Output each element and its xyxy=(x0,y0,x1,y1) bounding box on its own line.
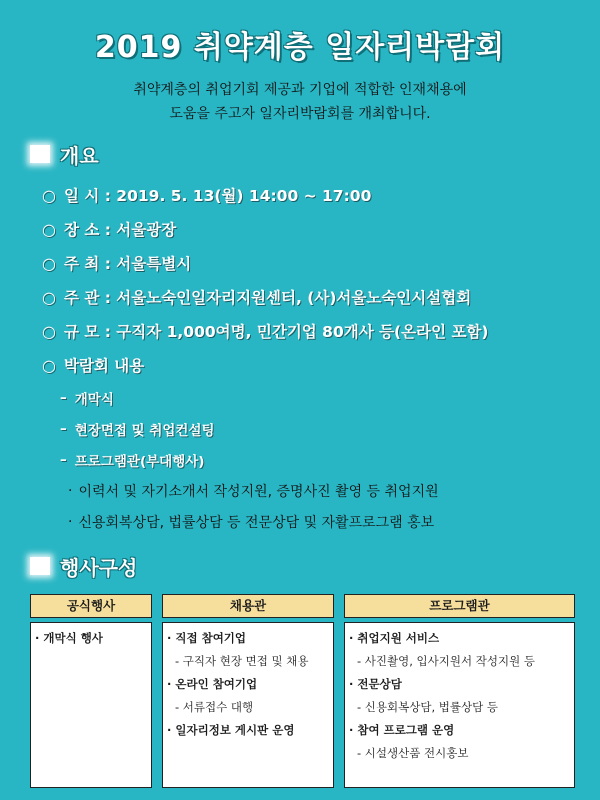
column-body xyxy=(162,622,334,788)
section-structure-heading xyxy=(30,554,137,578)
column-recruitment xyxy=(162,594,334,788)
overview-item-text: 장 소 : 서울광장 xyxy=(63,221,177,239)
circle-bullet-icon: ○ xyxy=(42,185,56,205)
circle-bullet-icon: ○ xyxy=(42,321,56,341)
column-line: · 취업지원 서비스 xyxy=(349,631,440,645)
column-line: · 온라인 참여기업 xyxy=(167,677,258,691)
overview-list xyxy=(42,178,582,537)
column-body xyxy=(344,622,575,788)
dot-bullet-icon: · xyxy=(68,513,73,530)
dash-bullet-icon: – xyxy=(60,420,67,437)
column-line: · 일자리정보 게시판 운영 xyxy=(167,723,295,737)
column-header: 공식행사 xyxy=(30,594,152,618)
content-item-interview xyxy=(42,413,582,444)
overview-item-text: 일 시 : 2019. 5. 13(월) 14:00 ~ 17:00 xyxy=(63,187,372,205)
column-line: - 구직자 현장 면접 및 채용 xyxy=(175,654,309,668)
column-official-event xyxy=(30,594,152,788)
overview-item-text: 주 최 : 서울특별시 xyxy=(63,255,192,273)
intro-line-2: 도움을 주고자 일자리박람회를 개최합니다. xyxy=(169,106,431,122)
section-overview-label: 개요 xyxy=(60,143,99,168)
section-overview-heading xyxy=(30,142,99,166)
column-program xyxy=(344,594,575,788)
circle-bullet-icon: ○ xyxy=(42,219,56,239)
column-line: · 전문상담 xyxy=(349,677,402,691)
content-item-program xyxy=(42,444,582,475)
overview-item-content xyxy=(42,348,582,382)
column-line: - 시설생산품 전시홍보 xyxy=(357,746,469,760)
circle-bullet-icon: ○ xyxy=(42,287,56,307)
column-header: 프로그램관 xyxy=(344,594,575,618)
column-line: - 서류접수 대행 xyxy=(175,700,254,714)
intro-text xyxy=(0,78,600,126)
column-line: - 사진촬영, 입사지원서 작성지원 등 xyxy=(357,654,535,668)
event-structure-table xyxy=(30,594,575,790)
overview-item-text: 주 관 : 서울노숙인일자리지원센터, (사)서울노숙인시설협회 xyxy=(63,289,472,307)
program-detail-text: 이력서 및 자기소개서 작성지원, 증명사진 촬영 등 취업지원 xyxy=(78,483,439,500)
square-bullet-icon xyxy=(30,145,50,163)
program-detail-2 xyxy=(42,506,582,537)
intro-line-1: 취약계층의 취업기회 제공과 기업에 적합한 인재채용에 xyxy=(133,82,467,98)
circle-bullet-icon: ○ xyxy=(42,253,56,273)
column-header: 채용관 xyxy=(162,594,334,618)
content-item-text: 프로그램관(부대행사) xyxy=(74,453,205,470)
column-line: · 개막식 행사 xyxy=(35,631,103,645)
dash-bullet-icon: – xyxy=(60,451,67,468)
column-line: · 참여 프로그램 운영 xyxy=(349,723,455,737)
square-bullet-icon xyxy=(30,557,50,575)
overview-item-host xyxy=(42,246,582,280)
column-line: - 신용회복상담, 법률상담 등 xyxy=(357,700,498,714)
column-line: · 직접 참여기업 xyxy=(167,631,247,645)
content-item-opening xyxy=(42,382,582,413)
overview-item-organizer xyxy=(42,280,582,314)
content-item-text: 개막식 xyxy=(74,391,114,408)
overview-item-datetime xyxy=(42,178,582,212)
overview-item-text: 규 모 : 구직자 1,000여명, 민간기업 80개사 등(온라인 포함) xyxy=(63,323,489,341)
overview-item-text: 박람회 내용 xyxy=(63,357,145,375)
section-structure-label: 행사구성 xyxy=(60,555,138,580)
program-detail-1 xyxy=(42,475,582,506)
dot-bullet-icon: · xyxy=(68,482,73,499)
dash-bullet-icon: – xyxy=(60,389,67,406)
content-item-text: 현장면접 및 취업컨설팅 xyxy=(74,422,215,439)
overview-item-scale xyxy=(42,314,582,348)
circle-bullet-icon: ○ xyxy=(42,355,56,375)
column-body xyxy=(30,622,152,788)
page-title: 2019 취약계층 일자리박람회 xyxy=(94,30,506,65)
program-detail-text: 신용회복상담, 법률상담 등 전문상담 및 자활프로그램 홍보 xyxy=(78,514,435,531)
overview-item-venue xyxy=(42,212,582,246)
